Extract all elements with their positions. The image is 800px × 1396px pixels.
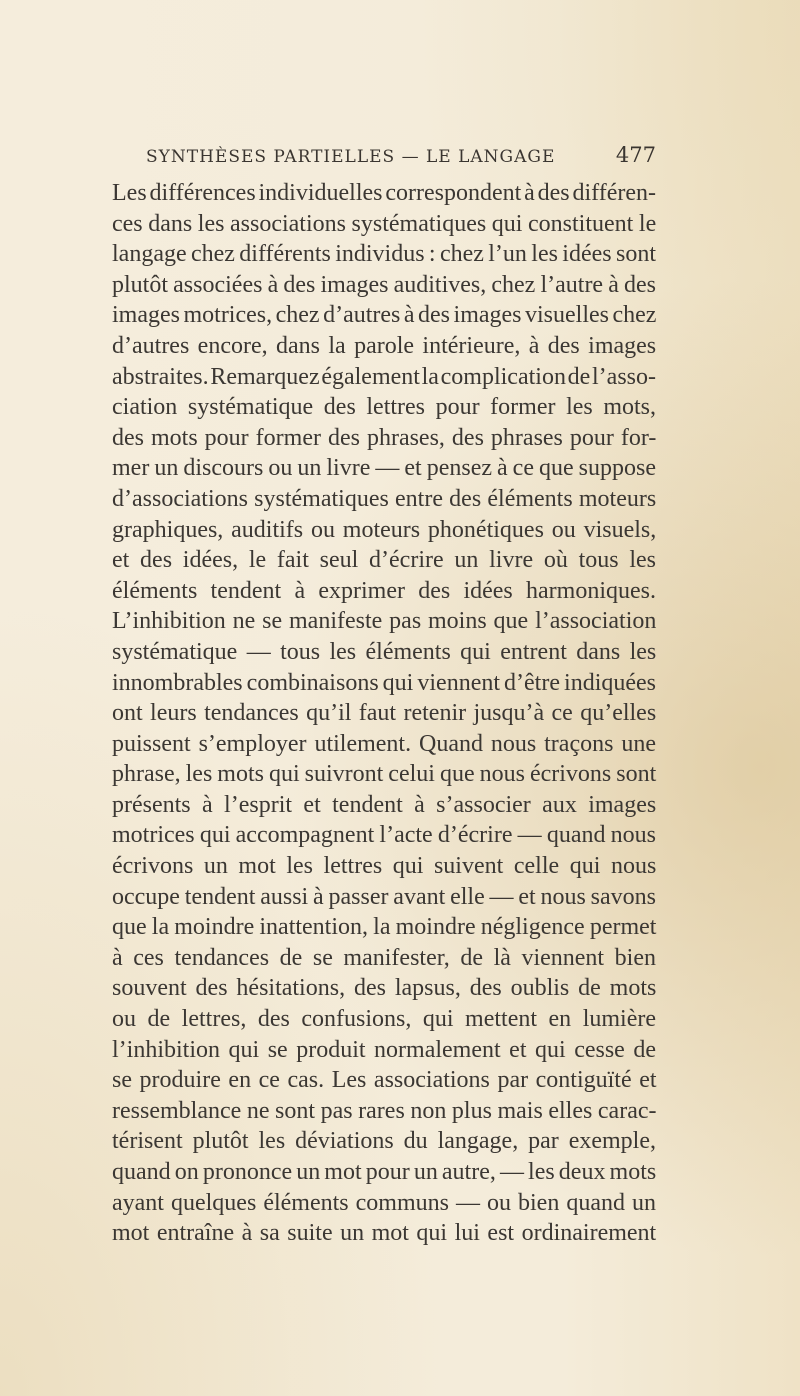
text-line: L’inhibition ne se manifeste pas moins que l’association — [112, 608, 657, 635]
text-line: quand on prononce un mot pour un autre, — les deux mots — [112, 1159, 657, 1185]
text-line: langage chez différents individus : chez l’un les idées sont — [112, 241, 656, 268]
text-line: ont leurs tendances qu’il faut retenir jusqu’à ce qu’elles — [112, 700, 657, 727]
text-line: et des idées, le fait seul d’écrire un livre où tous les — [112, 547, 656, 574]
text-line: que la moindre inattention, la moindre négligence permet — [112, 914, 657, 941]
text-line: des mots pour former des phrases, des phrases pour for- — [112, 424, 657, 451]
text-line: puissent s’employer utilement. Quand nous traçons une — [112, 730, 656, 757]
text-line: mot entraîne à sa suite un mot qui lui est ordinairement — [112, 1220, 657, 1247]
text-line: abstraites. Remarquez également la complication de l’asso- — [112, 363, 656, 390]
text-line: systématique — tous les éléments qui entrent dans les — [112, 638, 657, 665]
text-line: se produire en ce cas. Les associations par contiguïté et — [112, 1067, 657, 1094]
text-line: phrase, les mots qui suivront celui que nous écrivons sont — [112, 761, 657, 788]
text-line: souvent des hésitations, des lapsus, des oublis de mots — [112, 975, 657, 1002]
text-line: ressemblance ne sont pas rares non plus mais elles carac- — [112, 1097, 657, 1124]
text-line: ciation systématique des lettres pour former les mots, — [112, 394, 656, 421]
body-text — [112, 178, 656, 1249]
text-line: ayant quelques éléments communs — ou bien quand un — [112, 1189, 656, 1216]
text-line: térisent plutôt les déviations du langage, par exemple, — [112, 1128, 656, 1155]
text-line: images motrices, chez d’autres à des images visuelles chez — [112, 302, 657, 329]
text-line: plutôt associées à des images auditives, chez l’autre à des — [112, 271, 656, 298]
text-line: ou de lettres, des confusions, qui mettent en lumière — [112, 1006, 656, 1033]
text-line: graphiques, auditifs ou moteurs phonétiques ou visuels, — [112, 516, 657, 543]
text-line: éléments tendent à exprimer des idées harmoniques. — [112, 577, 656, 604]
text-line: l’inhibition qui se produit normalement et qui cesse de — [112, 1036, 656, 1063]
text-line: ces dans les associations systématiques qui constituent le — [112, 210, 657, 237]
text-line: innombrables combinaisons qui viennent d’être indiquées — [112, 669, 656, 696]
text-line: occupe tendent aussi à passer avant elle — et nous savons — [112, 883, 656, 910]
text-line: d’autres encore, dans la parole intérieure, à des images — [112, 332, 657, 359]
text-line: à ces tendances de se manifester, de là viennent bien — [112, 944, 656, 971]
text-line: présents à l’esprit et tendent à s’associer aux images — [112, 791, 657, 818]
running-title: SYNTHÈSES PARTIELLES — LE LANGAGE — [146, 147, 556, 167]
running-head — [146, 143, 656, 173]
text-line: d’associations systématiques entre des éléments moteurs — [112, 485, 657, 512]
text-line: écrivons un mot les lettres qui suivent celle qui nous — [112, 853, 657, 880]
page-number: 477 — [615, 143, 656, 167]
text-line: motrices qui accompagnent l’acte d’écrire — quand nous — [112, 822, 656, 849]
text-line: mer un discours ou un livre — et pensez à ce que suppose — [112, 455, 656, 482]
text-line: Les différences individuelles correspondent à des différen- — [112, 180, 656, 206]
